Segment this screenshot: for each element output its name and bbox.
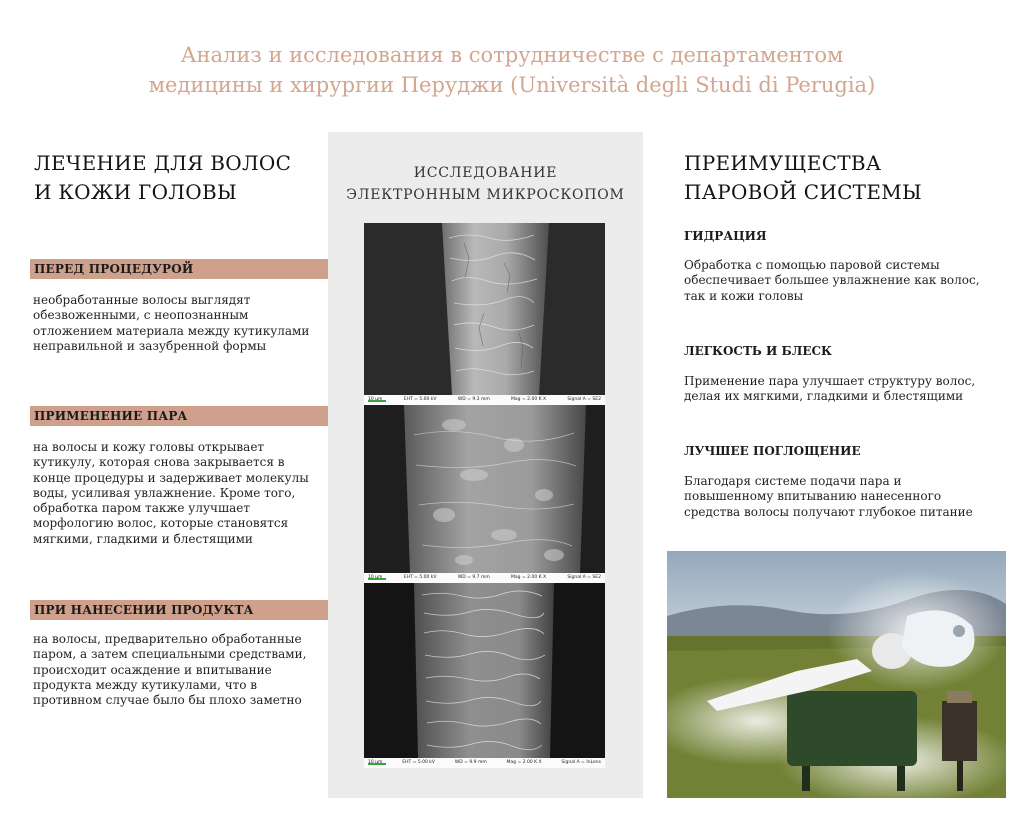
section-text-before: необработанные волосы выглядят обезвоженными, с неопознанным отложением материала между кутикулами неправильной и зазубренной формы bbox=[33, 293, 310, 353]
sem-signal: Signal A = SE2 bbox=[567, 397, 601, 402]
right-heading-line-2: ПАРОВОЙ СИСТЕМЫ bbox=[684, 180, 922, 204]
scale-bar bbox=[368, 400, 386, 402]
sem-eht: EHT = 5.00 kV bbox=[403, 575, 437, 580]
sem-signal: Signal A = SE2 bbox=[567, 575, 601, 580]
section-label-before: ПЕРЕД ПРОЦЕДУРОЙ bbox=[30, 259, 370, 279]
sem-info-bar bbox=[364, 395, 605, 405]
left-heading-line-1: ЛЕЧЕНИЕ ДЛЯ ВОЛОС bbox=[34, 151, 292, 175]
section-label-steam: ПРИМЕНЕНИЕ ПАРА bbox=[30, 406, 370, 426]
right-heading bbox=[684, 149, 984, 207]
page-title-line-2: медицины и хирургии Перуджи (Università degli Studi di Perugia) bbox=[148, 73, 876, 97]
left-heading-line-2: И КОЖИ ГОЛОВЫ bbox=[34, 180, 237, 204]
scale-bar bbox=[368, 763, 386, 765]
sem-image-steam bbox=[364, 405, 605, 583]
benefit-title-shine: ЛЕГКОСТЬ И БЛЕСК bbox=[684, 344, 832, 358]
section-label-product: ПРИ НАНЕСЕНИИ ПРОДУКТА bbox=[30, 600, 370, 620]
section-text-steam: на волосы и кожу головы открывает кутикулу, которая снова закрывается в конце процедуры и задерживает молекулы воды, усиливая увлажнение. Кроме того, обработка паром также улучшает морфологию волос, которые становятся мягкими, гладкими и блестящими bbox=[33, 440, 309, 546]
section-text-product: на волосы, предварительно обработанные паром, а затем специальными средствами, происходит осаждение и впитывание продукта между кутикулами, что в противном случае было бы плохо заметно bbox=[33, 632, 307, 708]
sem-eht: EHT = 5.00 kV bbox=[402, 760, 435, 765]
microscope-heading bbox=[328, 162, 643, 206]
page-title-line-1: Анализ и исследования в сотрудничестве с департаментом bbox=[180, 43, 844, 67]
sem-mag: Mag = 2.00 K X bbox=[511, 575, 547, 580]
benefit-title-hydration: ГИДРАЦИЯ bbox=[684, 229, 767, 243]
sem-signal: Signal A = InLens bbox=[561, 760, 601, 765]
microscope-heading-line-1: ИССЛЕДОВАНИЕ bbox=[413, 165, 558, 181]
benefit-title-absorption: ЛУЧШЕЕ ПОГЛОЩЕНИЕ bbox=[684, 444, 861, 458]
scale-bar bbox=[368, 578, 386, 580]
sem-info-bar bbox=[364, 758, 605, 768]
sem-image-product bbox=[364, 583, 605, 768]
sem-info-bar bbox=[364, 573, 605, 583]
sem-wd: WD = 9.9 mm bbox=[454, 760, 487, 765]
steam-treatment-photo bbox=[667, 551, 1006, 798]
page-title bbox=[0, 40, 1024, 100]
sem-image-before bbox=[364, 223, 605, 405]
benefit-text-hydration: Обработка с помощью паровой системы обеспечивает большее увлажнение как волос, так и кожи головы bbox=[684, 258, 980, 303]
right-heading-line-1: ПРЕИМУЩЕСТВА bbox=[684, 151, 882, 175]
benefit-text-absorption: Благодаря системе подачи пара и повышенному впитыванию нанесенного средства волосы получают глубокое питание bbox=[684, 474, 973, 519]
benefit-text-shine: Применение пара улучшает структуру волос, делая их мягкими, гладкими и блестящими bbox=[684, 374, 976, 404]
sem-mag: Mag = 2.00 K X bbox=[511, 397, 547, 402]
sem-eht: EHT = 5.00 kV bbox=[403, 397, 437, 402]
left-heading bbox=[34, 149, 324, 207]
sem-wd: WD = 9.7 mm bbox=[457, 575, 490, 580]
sem-wd: WD = 9.3 mm bbox=[457, 397, 490, 402]
sem-mag: Mag = 2.00 K X bbox=[506, 760, 542, 765]
microscope-heading-line-2: ЭЛЕКТРОННЫМ МИКРОСКОПОМ bbox=[346, 187, 625, 203]
